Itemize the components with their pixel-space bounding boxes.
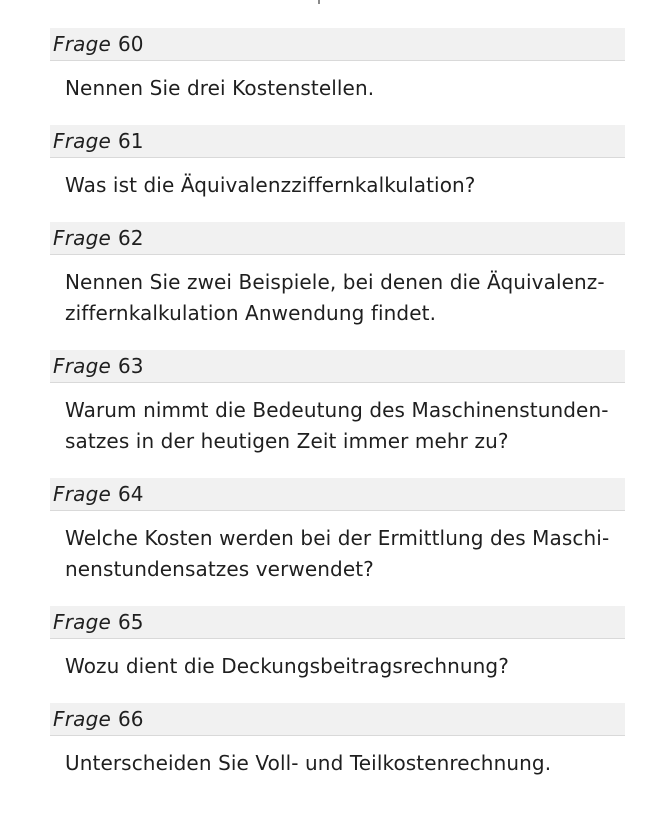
question-line: Wozu dient die Deckungsbeitragsrechnung? (65, 654, 509, 678)
question-line: Warum nimmt die Bedeutung des Maschinenstunden- (65, 398, 609, 422)
question-line: ziffernkalkulation Anwendung findet. (65, 301, 437, 325)
question-word: Frage (53, 32, 111, 56)
question-63 (50, 350, 625, 478)
question-header (50, 350, 625, 383)
question-line: Was ist die Äquivalenzziffernkalkulation? (65, 173, 476, 197)
question-number: 63 (117, 354, 144, 378)
question-number: 62 (117, 226, 144, 250)
question-number: 60 (117, 32, 144, 56)
question-line: nenstundensatzes verwendet? (65, 557, 374, 581)
question-62 (50, 222, 625, 350)
question-word: Frage (53, 354, 111, 378)
question-number: 65 (117, 610, 144, 634)
question-word: Frage (53, 707, 111, 731)
question-word: Frage (53, 129, 111, 153)
question-text (50, 255, 625, 350)
question-list (50, 28, 625, 800)
question-64 (50, 478, 625, 606)
question-text (50, 511, 625, 606)
question-word: Frage (53, 610, 111, 634)
question-65 (50, 606, 625, 703)
question-number: 66 (117, 707, 144, 731)
question-text (50, 639, 625, 703)
question-word: Frage (53, 482, 111, 506)
question-header (50, 28, 625, 61)
question-text (50, 736, 625, 800)
question-header (50, 606, 625, 639)
question-header (50, 125, 625, 158)
question-line: satzes in der heutigen Zeit immer mehr zu? (65, 429, 509, 453)
question-line: Welche Kosten werden bei der Ermittlung des Maschi- (65, 526, 610, 550)
question-text (50, 158, 625, 222)
question-66 (50, 703, 625, 800)
question-text (50, 383, 625, 478)
cropped-page-mark (318, 0, 320, 4)
question-word: Frage (53, 226, 111, 250)
question-text (50, 61, 625, 125)
question-header (50, 703, 625, 736)
question-line: Nennen Sie drei Kostenstellen. (65, 76, 375, 100)
question-61 (50, 125, 625, 222)
question-line: Nennen Sie zwei Beispiele, bei denen die Äquivalenz- (65, 270, 605, 294)
question-line: Unterscheiden Sie Voll- und Teilkostenrechnung. (65, 751, 552, 775)
question-number: 61 (117, 129, 144, 153)
question-60 (50, 28, 625, 125)
question-header (50, 478, 625, 511)
question-header (50, 222, 625, 255)
question-number: 64 (117, 482, 144, 506)
